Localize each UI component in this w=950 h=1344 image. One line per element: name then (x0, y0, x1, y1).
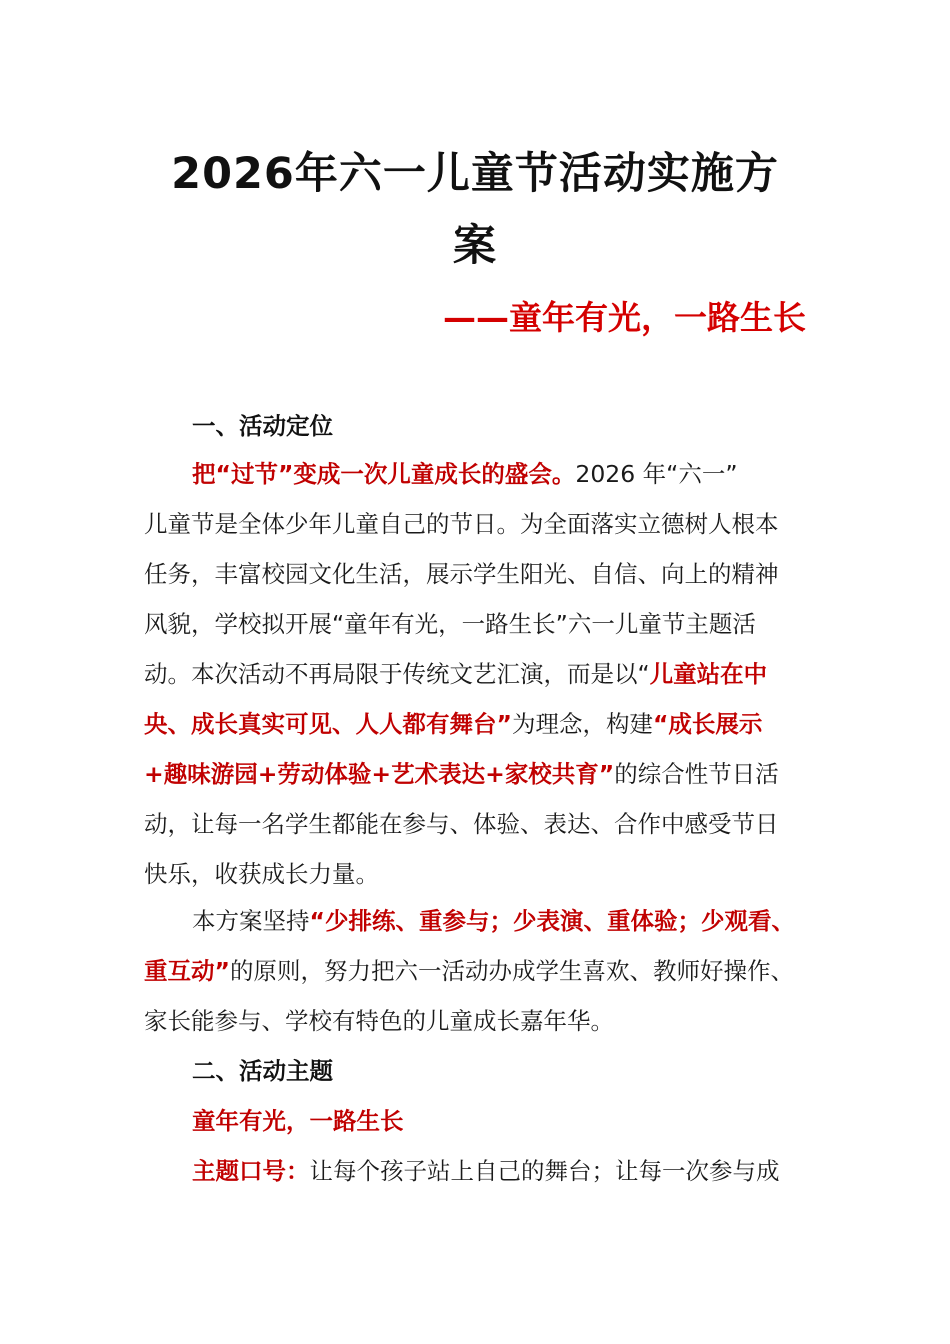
document-title-line-1: 2026年六一儿童节活动实施方 (171, 149, 779, 199)
body-text: 为理念，构建 (511, 710, 653, 738)
slogan-text: 让每个孩子站上自己的舞台；让每一次参与成 (309, 1157, 780, 1185)
theme-text: 童年有光，一路生长 (192, 1107, 404, 1135)
paragraph-line (192, 896, 872, 946)
body-text: 任务，丰富校园文化生活，展示学生阳光、自信、向上的精神 (144, 560, 779, 588)
body-text: 儿童节是全体少年儿童自己的节日。为全面落实立德树人根本 (144, 510, 779, 538)
paragraph-line (144, 946, 824, 996)
paragraph-line (144, 549, 824, 599)
paragraph-line (192, 449, 872, 499)
paragraph-line (144, 599, 824, 649)
body-text: 家长能参与、学校有特色的儿童成长嘉年华。 (144, 1007, 614, 1035)
emphasis-text: “成长展示 (652, 710, 763, 738)
paragraph-line (144, 649, 824, 699)
paragraph-line (144, 996, 824, 1046)
body-text: 的原则，努力把六一活动办成学生喜欢、教师好操作、 (229, 957, 794, 985)
paragraph-line (144, 749, 824, 799)
body-text: 本方案坚持 (192, 907, 310, 935)
emphasis-text: +趣味游园+劳动体验+艺术表达+家校共育” (144, 760, 615, 788)
body-text: 动。本次活动不再局限于传统文艺汇演，而是以“ (144, 660, 650, 688)
body-text: 风貌，学校拟开展“童年有光，一路生长”六一儿童节主题活 (144, 610, 756, 638)
paragraph-line (144, 849, 824, 899)
emphasis-text: 重互动” (144, 957, 230, 985)
body-text: 动，让每一名学生都能在参与、体验、表达、合作中感受节日 (144, 810, 779, 838)
slogan-label: 主题口号： (192, 1157, 310, 1185)
paragraph-line (144, 499, 824, 549)
emphasis-text: 把“过节”变成一次儿童成长的盛会。 (192, 460, 576, 488)
emphasis-text: “少排练、重参与；少表演、重体验；少观看、 (309, 907, 795, 935)
document-subtitle: ——童年有光，一路生长 (443, 298, 806, 337)
paragraph-line (144, 799, 824, 849)
section-heading-theme: 二、活动主题 (192, 1057, 333, 1085)
section-heading-positioning: 一、活动定位 (192, 412, 333, 440)
emphasis-text: 央、成长真实可见、人人都有舞台” (144, 710, 512, 738)
body-text: 的综合性节日活 (614, 760, 779, 788)
body-text: 2026 年“六一” (575, 460, 738, 488)
paragraph-line (144, 699, 824, 749)
document-title-line-2: 案 (453, 221, 497, 271)
emphasis-text: 儿童站在中 (649, 660, 768, 688)
body-text: 快乐，收获成长力量。 (144, 860, 379, 888)
slogan-line (192, 1146, 872, 1196)
